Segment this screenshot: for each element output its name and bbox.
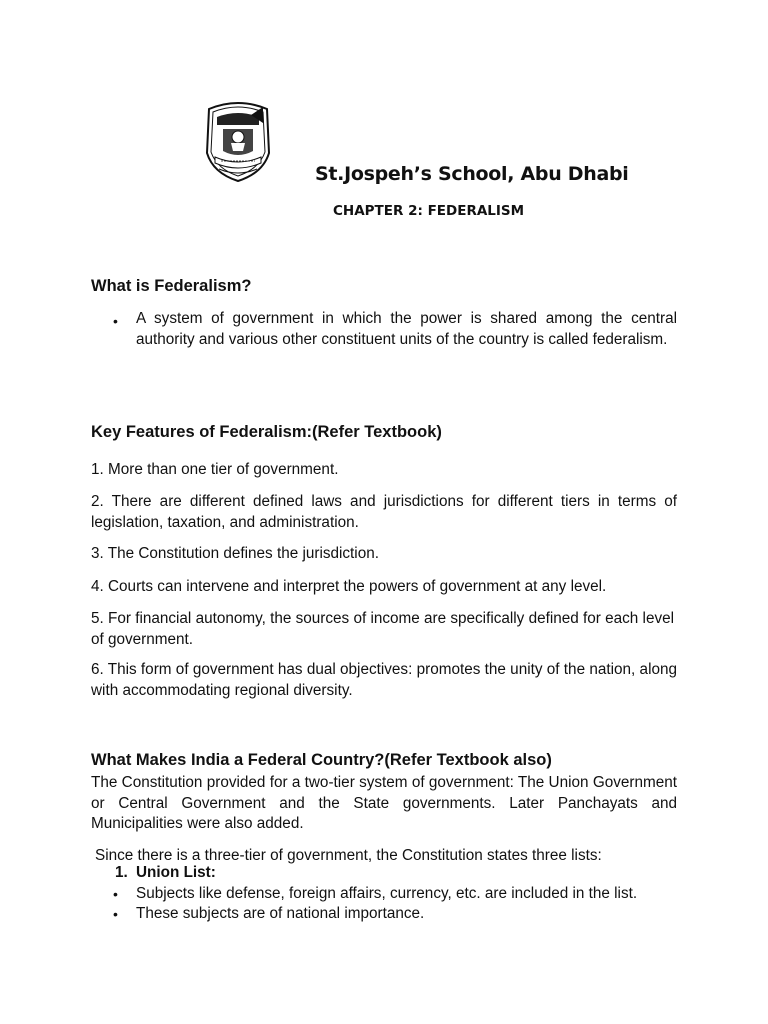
feature-item-4: 4. Courts can intervene and interpret the powers of government at any level.: [91, 578, 607, 595]
feature-item-3: 3. The Constitution defines the jurisdiction.: [91, 545, 379, 562]
feature-item-2: 2. There are different defined laws and jurisdictions for different tiers in terms of legislation, taxation, and administration.: [91, 493, 677, 531]
heading-federal-country: What Makes India a Federal Country?(Refer Textbook also): [91, 751, 552, 769]
bullet-marker: •: [113, 906, 118, 922]
federal-country-paragraph: The Constitution provided for a two-tier system of government: The Union Government or Central Government and the State governments. Later Panchayats and Municipalities were also added.: [91, 774, 677, 832]
chapter-title: CHAPTER 2: FEDERALISM: [333, 203, 525, 219]
union-list-title: Union List:: [136, 864, 216, 881]
school-crest-icon: [203, 95, 273, 183]
feature-item-1: 1. More than one tier of government.: [91, 461, 339, 478]
bullet-marker: •: [113, 313, 118, 329]
heading-what-is-federalism: What is Federalism?: [91, 277, 252, 295]
three-lists-intro: Since there is a three-tier of government, the Constitution states three lists:: [95, 847, 602, 864]
school-name: St.Jospeh’s School, Abu Dhabi: [315, 163, 629, 185]
union-list-number: 1.: [115, 864, 128, 881]
definition-text: A system of government in which the power is shared among the central authority and various other constituent units of the country is called federalism.: [136, 310, 677, 348]
union-bullet-2: These subjects are of national importance.: [136, 905, 425, 922]
bullet-marker: •: [113, 886, 118, 902]
feature-item-6: 6. This form of government has dual objectives: promotes the unity of the nation, along with accommodating regional diversity.: [91, 661, 677, 699]
feature-item-5: 5. For financial autonomy, the sources of income are specifically defined for each level of government.: [91, 610, 674, 648]
union-bullet-1: Subjects like defense, foreign affairs, currency, etc. are included in the list.: [136, 885, 638, 902]
heading-key-features: Key Features of Federalism:(Refer Textbook): [91, 423, 442, 441]
